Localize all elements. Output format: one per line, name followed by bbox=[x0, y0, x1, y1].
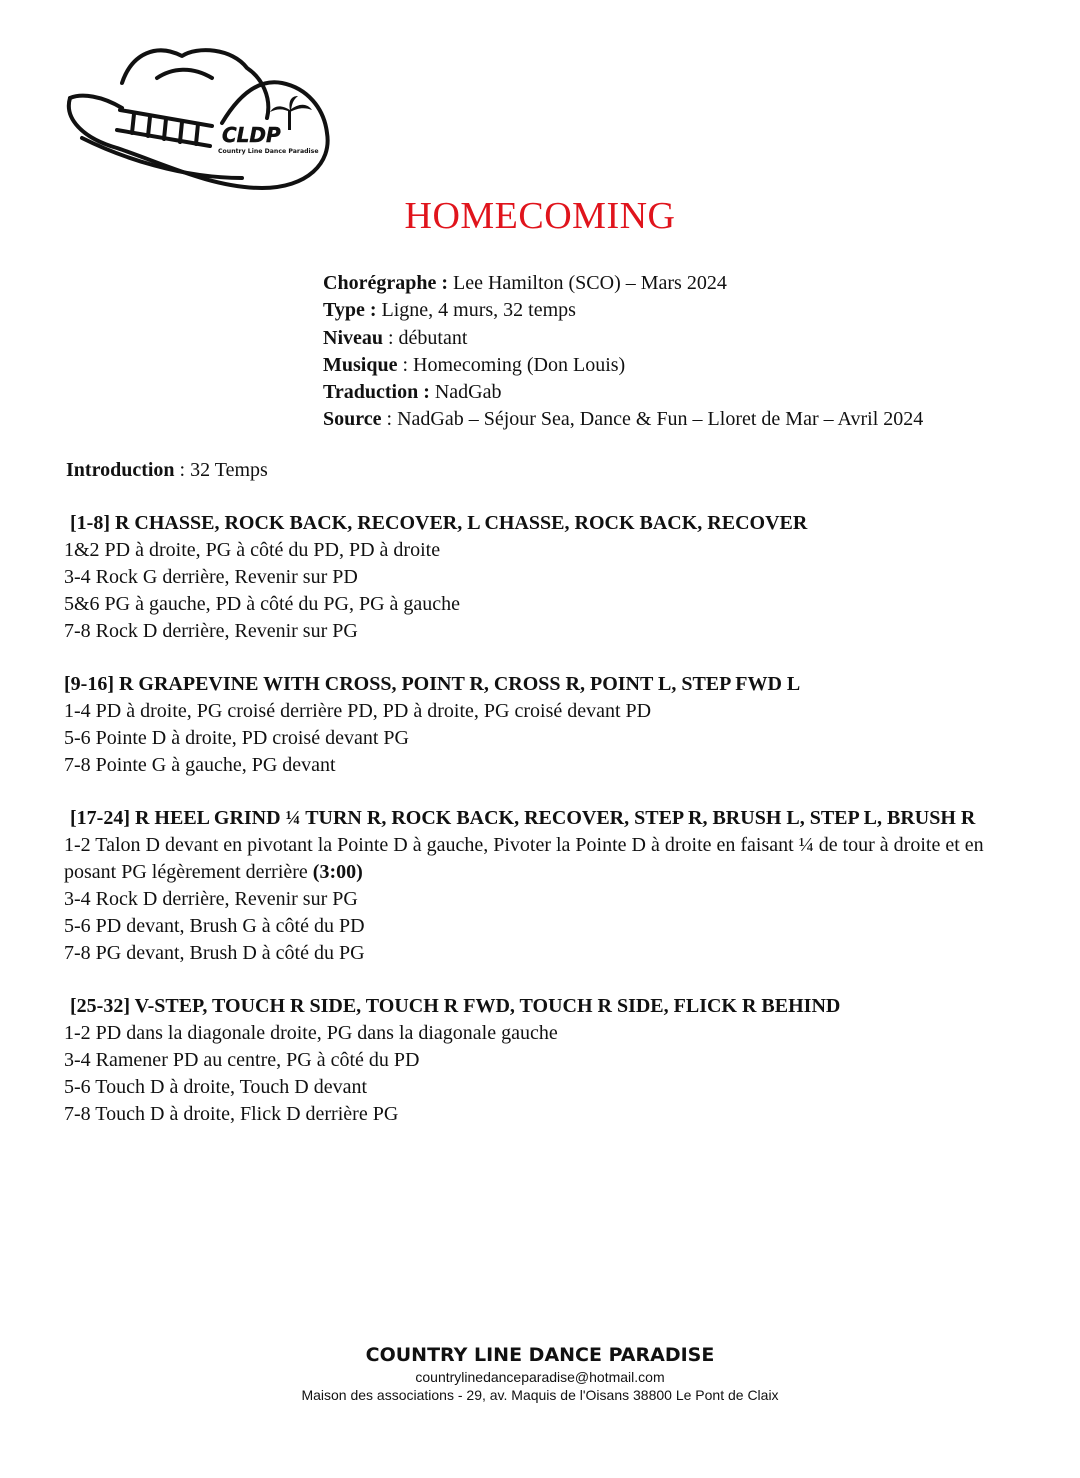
step-line: 7-8 Pointe G à gauche, PG devant bbox=[64, 754, 336, 776]
footer-address: Maison des associations - 29, av. Maquis de l'Oisans 38800 Le Pont de Claix bbox=[301, 1387, 779, 1403]
step-line: 1&2 PD à droite, PG à côté du PD, PD à droite bbox=[64, 539, 441, 561]
step-line: 5&6 PG à gauche, PD à côté du PG, PG à gauche bbox=[64, 593, 461, 615]
info-source bbox=[323, 406, 923, 433]
introduction bbox=[66, 459, 268, 482]
step-line: 3-4 Ramener PD au centre, PG à côté du PD bbox=[64, 1049, 420, 1071]
step-line bbox=[64, 832, 1004, 886]
info-value: : débutant bbox=[383, 326, 468, 349]
info-label: Chorégraphe : bbox=[323, 272, 448, 294]
step-sections bbox=[64, 510, 1004, 1154]
section-heading: [17-24] R HEEL GRIND ¼ TURN R, ROCK BACK, RECOVER, STEP R, BRUSH L, STEP L, BRUSH R bbox=[70, 807, 976, 829]
info-label: Traduction : bbox=[323, 381, 430, 404]
step-line: 5-6 PD devant, Brush G à côté du PD bbox=[64, 915, 365, 937]
step-line: 5-6 Touch D à droite, Touch D devant bbox=[64, 1076, 368, 1098]
section-1-8 bbox=[64, 510, 1004, 645]
info-value: : Homecoming (Don Louis) bbox=[397, 353, 626, 376]
step-line: 1-2 PD dans la diagonale droite, PG dans la diagonale gauche bbox=[64, 1022, 558, 1044]
info-music bbox=[323, 352, 923, 379]
info-label: Type : bbox=[323, 299, 377, 322]
cowboy-hat-logo bbox=[62, 38, 340, 198]
section-9-16 bbox=[64, 671, 1004, 779]
info-label: Niveau bbox=[323, 326, 383, 349]
footer-org: COUNTRY LINE DANCE PARADISE bbox=[365, 1344, 715, 1366]
info-value: : NadGab – Séjour Sea, Dance & Fun – Lloret de Mar – Avril 2024 bbox=[381, 408, 924, 431]
step-line: 3-4 Rock G derrière, Revenir sur PD bbox=[64, 566, 358, 588]
step-line: 7-8 Touch D à droite, Flick D derrière PG bbox=[64, 1103, 399, 1125]
info-value: NadGab bbox=[429, 381, 502, 404]
section-heading: [1-8] R CHASSE, ROCK BACK, RECOVER, L CHASSE, ROCK BACK, RECOVER bbox=[70, 512, 808, 534]
info-level bbox=[323, 325, 923, 352]
info-label: Musique bbox=[323, 353, 398, 376]
section-heading: [25-32] V-STEP, TOUCH R SIDE, TOUCH R FWD, TOUCH R SIDE, FLICK R BEHIND bbox=[70, 995, 841, 1017]
intro-label: Introduction bbox=[66, 459, 175, 481]
intro-value: : 32 Temps bbox=[174, 459, 268, 481]
step-line: 1-4 PD à droite, PG croisé derrière PD, PD à droite, PG croisé devant PD bbox=[64, 700, 652, 722]
info-translation bbox=[323, 379, 923, 406]
step-text: 1-2 Talon D devant en pivotant la Pointe D à gauche, Pivoter la Pointe D à droite en faisant ¼ de tour à droite et en posant PG légèrement derrière bbox=[64, 834, 984, 883]
info-value: Lee Hamilton (SCO) – Mars 2024 bbox=[447, 272, 727, 294]
logo-subtitle: Country Line Dance Paradise bbox=[218, 148, 319, 155]
step-line: 5-6 Pointe D à droite, PD croisé devant PG bbox=[64, 727, 409, 749]
page-title: HOMECOMING bbox=[404, 195, 676, 237]
info-choreographer bbox=[323, 270, 923, 297]
info-value: Ligne, 4 murs, 32 temps bbox=[376, 299, 576, 322]
step-facing: (3:00) bbox=[312, 861, 363, 883]
step-line: 3-4 Rock D derrière, Revenir sur PG bbox=[64, 888, 358, 910]
step-line: 7-8 Rock D derrière, Revenir sur PG bbox=[64, 620, 358, 642]
footer bbox=[0, 1342, 1080, 1404]
section-17-24 bbox=[64, 805, 1004, 967]
logo-text: CLDP bbox=[222, 123, 281, 147]
section-heading: [9-16] R GRAPEVINE WITH CROSS, POINT R, CROSS R, POINT L, STEP FWD L bbox=[64, 673, 801, 695]
footer-email: countrylinedanceparadise@hotmail.com bbox=[415, 1369, 665, 1385]
info-label: Source bbox=[323, 408, 382, 431]
info-type bbox=[323, 297, 923, 324]
dance-info bbox=[323, 270, 923, 434]
section-25-32 bbox=[64, 993, 1004, 1128]
step-line: 7-8 PG devant, Brush D à côté du PG bbox=[64, 942, 365, 964]
